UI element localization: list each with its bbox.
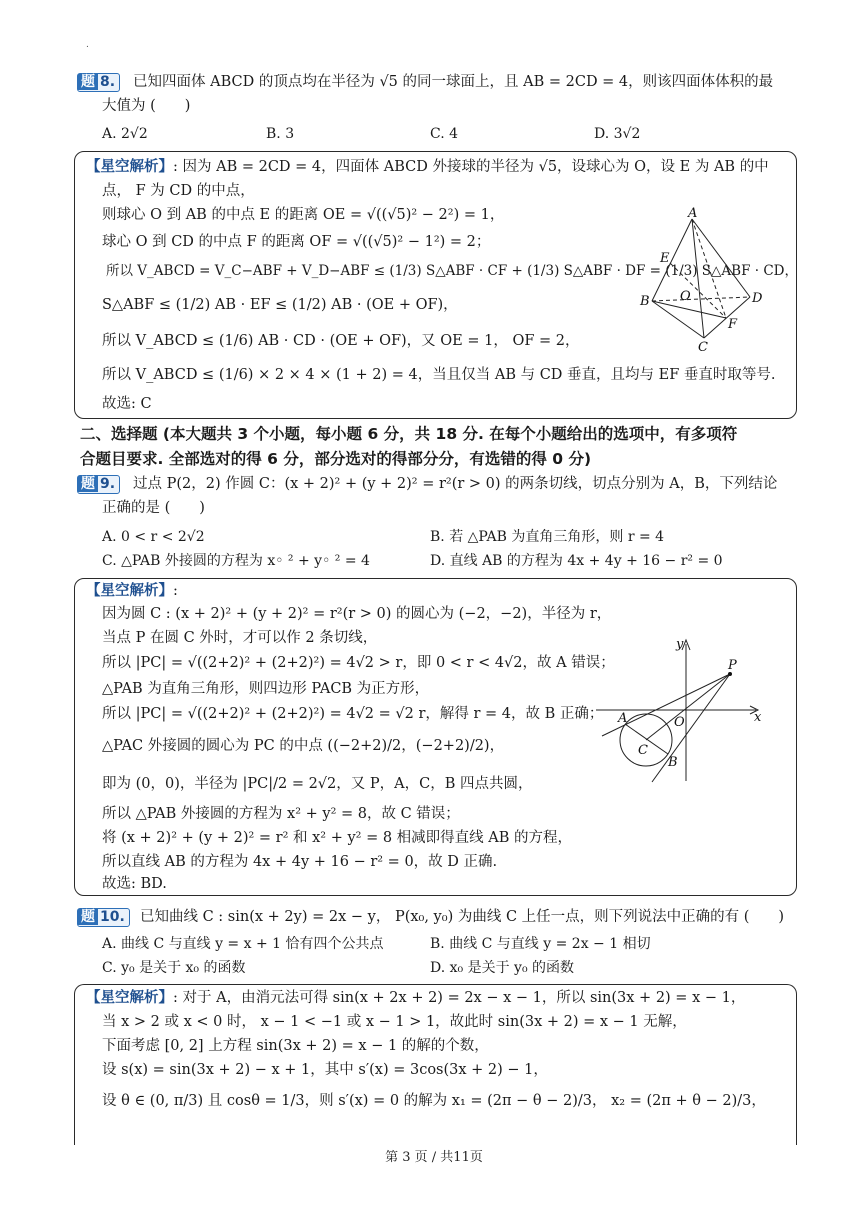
tangent-line-pb (652, 674, 730, 782)
q10-option-d: D. x₀ 是关于 y₀ 的函数 (430, 960, 575, 976)
q10-option-a: A. 曲线 C 与直线 y = x + 1 恰有四个公共点 (102, 936, 384, 952)
label-a: A (688, 206, 698, 221)
q9-stem-line2: 正确的是 ( ) (102, 500, 205, 516)
q8-analysis-line6: S△ABF ≤ (1/2) AB · EF ≤ (1/2) AB · (OE + OF)， (102, 297, 458, 313)
q8-analysis-line7: 所以 V_ABCD ≤ (1/6) AB · CD · (OE + OF)，又 OE = 1， OF = 2， (102, 333, 580, 349)
q8-option-c: C. 4 (430, 126, 459, 142)
tetrahedron-figure (638, 205, 768, 355)
label-p: P (728, 658, 737, 673)
q8-analysis-line4: 球心 O 到 CD 的中点 F 的距离 OF = √((√5)² − 1²) = 2； (102, 234, 491, 250)
q10-analysis-line5: 设 θ ∈ (0, π/3) 且 cosθ = 1/3，则 s′(x) = 0 的解为 x₁ = (2π − θ − 2)/3， x₂ = (2π + θ − 2)/3， (102, 1093, 766, 1109)
q10-analysis-line4: 设 s(x) = sin(3x + 2) − x + 1，其中 s′(x) = 3cos(3x + 2) − 1， (102, 1062, 548, 1078)
q8-tag: 题 (78, 74, 98, 90)
q8-analysis-line5: 所以 V_ABCD = V_C−ABF + V_D−ABF ≤ (1/3) S△ABF · CF + (1/3) S△ABF · DF = (1/3) S△ABF · CD， (106, 263, 799, 279)
label-d: D (752, 291, 763, 306)
q9-analysis-line1 (86, 580, 178, 602)
q9-number: 9. (100, 476, 116, 492)
q8-label (77, 73, 120, 92)
circle-tangent-figure (596, 636, 771, 786)
edge-ac (692, 219, 704, 338)
q8-stem-line1: 已知四面体 ABCD 的顶点均在半径为 √5 的同一球面上，且 AB = 2CD = 4，则该四面体体积的最 (133, 74, 774, 90)
segment-ef (670, 263, 726, 318)
q9-analysis-line3: 当点 P 在圆 C 外时，才可以作 2 条切线， (102, 630, 378, 646)
q9-analysis-line8: 即为 (0，0)，半径为 |PC|/2 = 2√2，又 P，A，C，B 四点共圆， (102, 776, 533, 792)
q10-tag: 题 (78, 909, 98, 925)
q9-analysis-text1: : (173, 583, 178, 599)
q8-option-d: D. 3√2 (594, 126, 641, 142)
q9-analysis-line7: △PAC 外接圆的圆心为 PC 的中点 ((−2+2)/2，(−2+2)/2)， (102, 738, 505, 754)
label-c: C (638, 743, 648, 758)
edge-bd (652, 297, 750, 301)
q8-analysis-line9: 故选: C (102, 396, 152, 412)
q9-analysis-label: 【星空解析】 (86, 582, 173, 599)
edge-ad (692, 219, 750, 297)
q9-analysis-line10: 将 (x + 2)² + (y + 2)² = r² 和 x² + y² = 8 相减即得直线 AB 的方程， (102, 830, 573, 846)
q9-option-d: D. 直线 AB 的方程为 4x + 4y + 16 − r² = 0 (430, 553, 723, 569)
q8-option-b: B. 3 (266, 126, 295, 142)
q9-label (77, 475, 120, 494)
label-x: x (754, 710, 762, 725)
page-marker: . (86, 40, 89, 50)
q10-option-c: C. y₀ 是关于 x₀ 的函数 (102, 960, 246, 976)
label-e: E (660, 251, 670, 266)
q10-analysis-label: 【星空解析】 (86, 989, 173, 1006)
q8-analysis-line2: 点， F 为 CD 的中点， (102, 183, 255, 199)
q9-analysis-line5: △PAB 为直角三角形，则四边形 PACB 为正方形， (102, 681, 430, 697)
q10-analysis-line2: 当 x > 2 或 x < 0 时， x − 1 < −1 或 x − 1 > 1，故此时 sin(3x + 2) = x − 1 无解， (102, 1014, 687, 1030)
page-footer: 第 3 页 / 共11页 (385, 1150, 483, 1165)
q9-option-c: C. △PAB 外接圆的方程为 x◦ ² + y◦ ² = 4 (102, 553, 370, 569)
q10-number: 10. (100, 909, 125, 925)
q8-option-a: A. 2√2 (102, 126, 148, 142)
q9-analysis-line6: 所以 |PC| = √((2+2)² + (2+2)²) = 4√2 = √2 r，解得 r = 4，故 B 正确； (102, 706, 604, 722)
q8-analysis-line1 (86, 156, 769, 178)
q10-analysis-text1: : 对于 A，由消元法可得 sin(x + 2x + 2) = 2x − x − 1，所以 sin(3x + 2) = x − 1， (173, 990, 746, 1006)
tangent-line-pa (602, 674, 730, 736)
q9-stem-line1: 过点 P(2，2) 作圆 C：(x + 2)² + (y + 2)² = r²(r > 0) 的两条切线，切点分别为 A，B，下列结论 (133, 476, 778, 492)
q8-analysis-line3: 则球心 O 到 AB 的中点 E 的距离 OE = √((√5)² − 2²) = 1， (102, 207, 505, 223)
q8-analysis-label: 【星空解析】 (86, 158, 173, 175)
q8-stem-line2: 大值为 ( ) (102, 98, 191, 114)
label-a: A (618, 711, 628, 726)
label-b: B (640, 294, 650, 309)
label-o: O (680, 289, 691, 304)
q8-analysis-text1: : 因为 AB = 2CD = 4，四面体 ABCD 外接球的半径为 √5，设球心为 O，设 E 为 AB 的中 (173, 159, 769, 175)
label-o: O (674, 715, 685, 730)
q9-analysis-line12: 故选: BD. (102, 876, 167, 892)
label-y: y (676, 637, 684, 652)
q9-analysis-line9: 所以 △PAB 外接圆的方程为 x² + y² = 8，故 C 错误； (102, 806, 460, 822)
q10-stem-line1: 已知曲线 C : sin(x + 2y) = 2x − y， P(x₀, y₀) 为曲线 C 上任一点，则下列说法中正确的有 ( ) (140, 909, 785, 925)
q9-option-a: A. 0 < r < 2√2 (102, 529, 205, 545)
section2-heading-line1: 二、选择题 (本大题共 3 个小题，每小题 6 分，共 18 分. 在每个小题给出的选项中，有多项符 (80, 425, 738, 443)
q9-tag: 题 (78, 476, 98, 492)
q8-analysis-line8: 所以 V_ABCD ≤ (1/6) × 2 × 4 × (1 + 2) = 4，当且仅当 AB 与 CD 垂直，且均与 EF 垂直时取等号. (102, 367, 776, 383)
q9-analysis-line11: 所以直线 AB 的方程为 4x + 4y + 16 − r² = 0，故 D 正确. (102, 854, 498, 870)
q9-analysis-line4: 所以 |PC| = √((2+2)² + (2+2)²) = 4√2 > r，即 0 < r < 4√2，故 A 错误； (102, 655, 615, 671)
q10-analysis-line1 (86, 987, 745, 1009)
q10-label (77, 908, 130, 927)
segment-pc (646, 674, 730, 740)
q8-number: 8. (100, 74, 116, 90)
q10-option-b: B. 曲线 C 与直线 y = 2x − 1 相切 (430, 936, 651, 952)
q9-analysis-line2: 因为圆 C : (x + 2)² + (y + 2)² = r²(r > 0) 的圆心为 (−2，−2)，半径为 r， (102, 606, 612, 622)
section2-heading-line2: 合题目要求. 全部选对的得 6 分，部分选对的得部分分，有选错的得 0 分) (80, 450, 592, 468)
label-c: C (698, 340, 708, 355)
label-f: F (728, 317, 738, 332)
label-b: B (668, 755, 678, 770)
q9-option-b: B. 若 △PAB 为直角三角形，则 r = 4 (430, 529, 665, 545)
q10-analysis-line3: 下面考虑 [0, 2] 上方程 sin(3x + 2) = x − 1 的解的个数， (102, 1038, 489, 1054)
